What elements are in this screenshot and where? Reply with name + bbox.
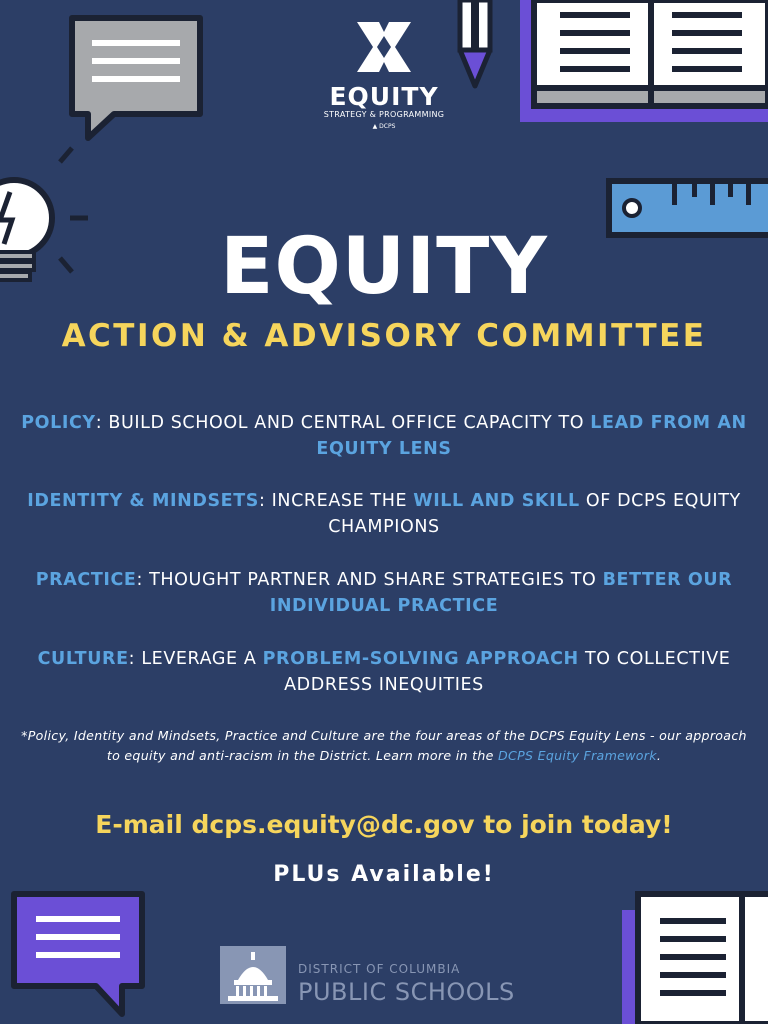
plus-available: PLUs Available! (273, 862, 495, 887)
focus-text: : LEVERAGE A (128, 649, 263, 669)
speech-bubble-icon (10, 890, 146, 1020)
footnote-text: *Policy, Identity and Mindsets, Practice and Culture are the four areas of the DCPS Equity Lens - our approach to equity and anti-racism in the District. Learn more in the (21, 728, 747, 763)
focus-item-policy (20, 410, 748, 462)
logo-subtitle: STRATEGY & PROGRAMMING (323, 110, 445, 119)
footer-public-schools: PUBLIC SCHOOLS (298, 978, 515, 1006)
focus-label: POLICY (21, 413, 96, 433)
page-subtitle: ACTION & ADVISORY COMMITTEE (61, 318, 707, 354)
logo-org: ▲ DCPS (372, 123, 396, 130)
focus-text: : INCREASE THE (258, 491, 414, 511)
footer-district: DISTRICT OF COLUMBIA (298, 962, 461, 976)
focus-label: CULTURE (37, 649, 129, 669)
focus-highlight: BETTER OUR INDIVIDUAL PRACTICE (269, 570, 733, 616)
capitol-dome-icon (220, 946, 286, 1004)
equity-logo-mark-icon (355, 20, 413, 74)
footnote (14, 726, 754, 766)
focus-text-end: TO COLLECTIVE ADDRESS INEQUITIES (284, 649, 731, 695)
focus-text: : BUILD SCHOOL AND CENTRAL OFFICE CAPACITY TO (95, 413, 591, 433)
pencil-icon (456, 0, 494, 92)
focus-highlight: LEAD FROM AN EQUITY LENS (316, 413, 747, 459)
focus-text: : THOUGHT PARTNER AND SHARE STRATEGIES TO (136, 570, 603, 590)
focus-label: PRACTICE (35, 570, 137, 590)
footnote-end: . (656, 748, 662, 763)
email-cta[interactable]: E-mail dcps.equity@dc.gov to join today! (95, 810, 673, 839)
focus-highlight: PROBLEM-SOLVING APPROACH (262, 649, 579, 669)
focus-label: IDENTITY & MINDSETS (27, 491, 259, 511)
open-book-icon (622, 890, 768, 1024)
focus-text-end: OF DCPS EQUITY CHAMPIONS (328, 491, 741, 537)
focus-item-culture (20, 646, 748, 698)
focus-highlight: WILL AND SKILL (413, 491, 580, 511)
page-title: EQUITY (220, 222, 548, 312)
focus-item-identity (20, 488, 748, 540)
equity-framework-link[interactable]: DCPS Equity Framework (498, 748, 657, 763)
logo-word: EQUITY (329, 82, 439, 111)
focus-item-practice (20, 567, 748, 619)
